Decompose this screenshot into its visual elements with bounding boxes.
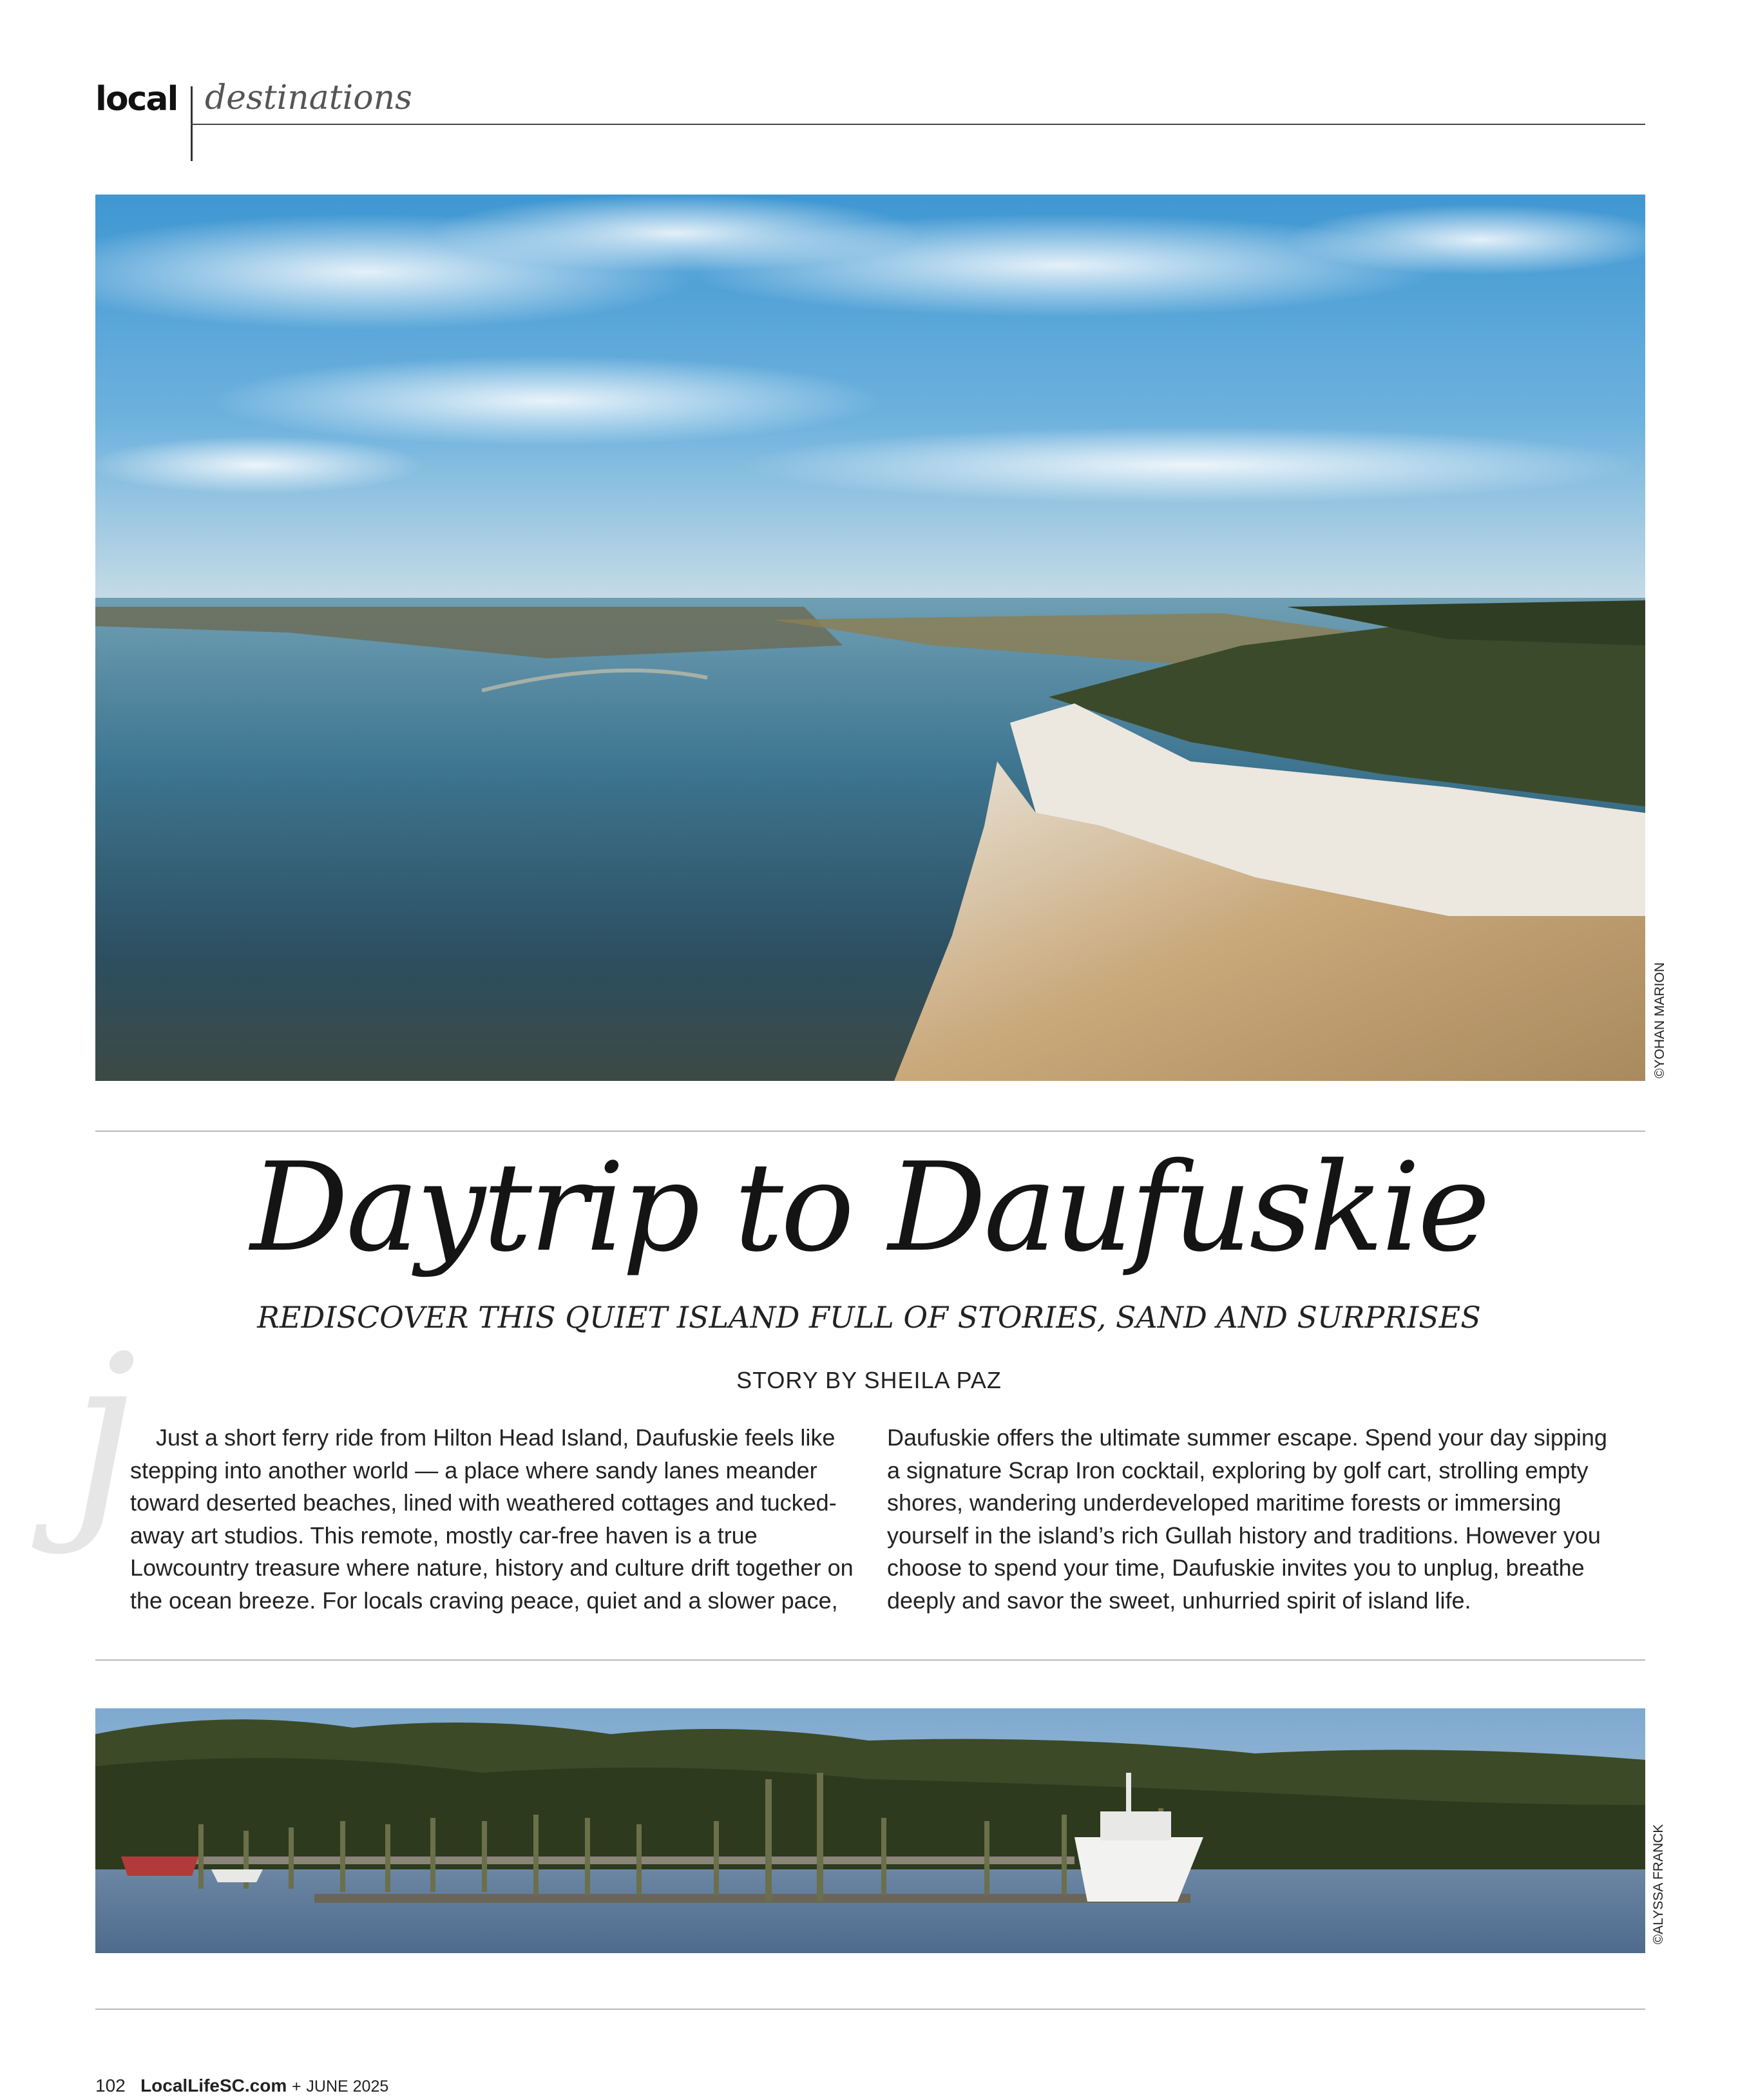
aerial-island-photo bbox=[95, 195, 1645, 1081]
marina-photo bbox=[95, 1708, 1645, 1953]
article-byline: STORY BY SHEILA PAZ bbox=[736, 1367, 1002, 1393]
body-column-left bbox=[130, 1422, 855, 1617]
body-paragraph-right: Daufuskie offers the ultimate summer escape. Spend your day sipping a signature Scrap Iron cocktail, exploring by golf cart, strolling empty shores, wandering underdeveloped maritime forests or immersing yourself in the island’s rich Gullah history and traditions. However you choose to spend your time, Daufuskie invites you to unplug, breathe deeply and savor the sweet, unhurried spirit of island life. bbox=[887, 1424, 1607, 1614]
header-rule bbox=[191, 124, 1645, 125]
drop-cap: j bbox=[71, 1310, 137, 1557]
body-paragraph-left: Just a short ferry ride from Hilton Head Island, Daufuskie feels like stepping into another world — a place where sandy lanes meander toward deserted beaches, lined with weathered cottages and tucked-away art studios. This remote, mostly car-free haven is a true Lowcountry treasure where nature, history and culture drift together on the ocean breeze. For locals craving peace, quiet and a slower pace, bbox=[130, 1424, 854, 1614]
section-label: destinations bbox=[205, 79, 412, 117]
section-rule-top bbox=[95, 1131, 1645, 1132]
article-subtitle: REDISCOVER THIS QUIET ISLAND FULL OF STORIES, SAND AND SURPRISES bbox=[257, 1300, 1481, 1335]
page-footer bbox=[95, 2077, 388, 2095]
site-link[interactable]: LocalLifeSC.com bbox=[140, 2076, 287, 2095]
photo-credit-bottom: ©ALYSSA FRANCK bbox=[1651, 1824, 1666, 1945]
footer-separator: + bbox=[292, 2077, 301, 2095]
body-column-right bbox=[887, 1422, 1621, 1617]
page-number: 102 bbox=[95, 2076, 126, 2095]
footer-rule bbox=[95, 2009, 1645, 2010]
brand-logo: local bbox=[95, 80, 178, 119]
photo-credit-top: ©YOHAN MARION bbox=[1652, 962, 1667, 1078]
section-rule-middle bbox=[95, 1659, 1645, 1661]
issue-date: JUNE 2025 bbox=[306, 2077, 389, 2095]
article-title: Daytrip to Daufuskie bbox=[250, 1136, 1488, 1279]
